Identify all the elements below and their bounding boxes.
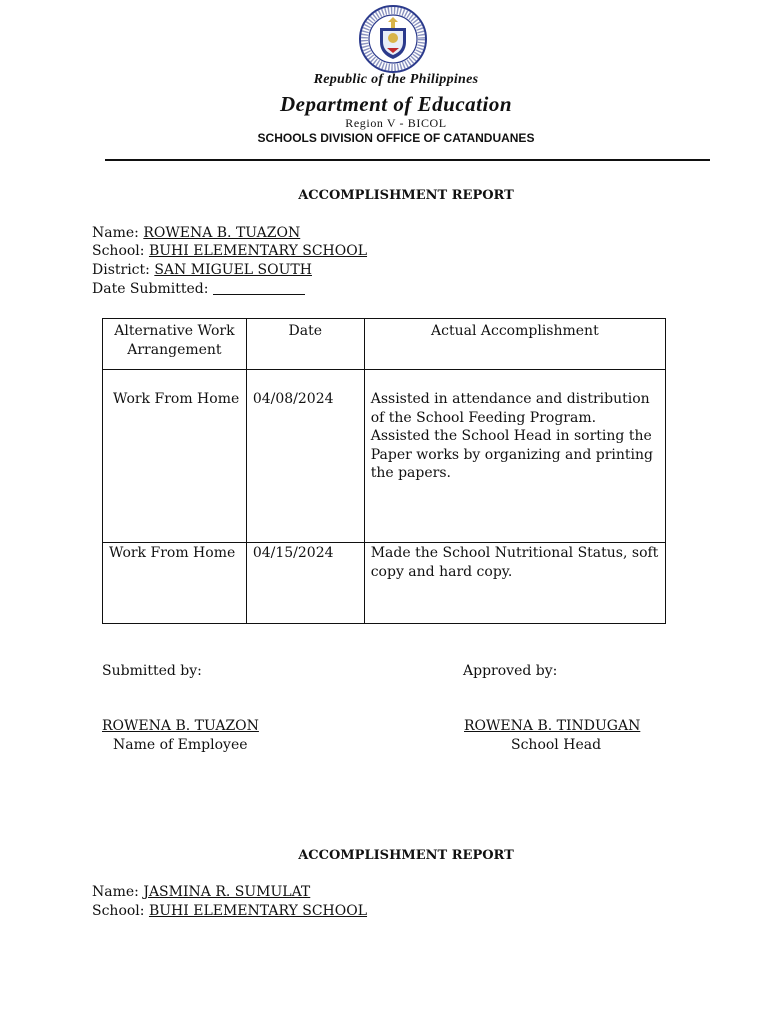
deped-seal-icon — [358, 4, 428, 74]
report2-name-field — [92, 884, 310, 900]
school-head-name: ROWENA B. TINDUGAN — [464, 718, 641, 734]
employee-name: ROWENA B. TUAZON — [102, 718, 259, 734]
submitted-by-label: Submitted by: — [102, 663, 202, 679]
header-office: SCHOOLS DIVISION OFFICE OF CATANDUANES — [257, 131, 535, 145]
report2-school-field — [92, 903, 367, 919]
table-row — [103, 543, 666, 624]
row1-date: 04/08/2024 — [246, 370, 364, 543]
report2-school-label: School: — [92, 903, 145, 919]
header-accomplishment: Actual Accomplishment — [364, 319, 665, 370]
district-field — [92, 262, 312, 278]
report-title: ACCOMPLISHMENT REPORT — [298, 188, 514, 203]
header-region: Region V - BICOL — [345, 116, 447, 130]
row1-arrangement: Work From Home — [103, 370, 247, 543]
report2-title: ACCOMPLISHMENT REPORT — [298, 848, 514, 863]
name-field — [92, 225, 300, 241]
date-submitted-blank — [213, 281, 305, 295]
report2-name-label: Name: — [92, 884, 139, 900]
date-submitted-label: Date Submitted: — [92, 281, 209, 297]
header-republic: Republic of the Philippines — [313, 72, 479, 87]
date-submitted-field — [92, 281, 305, 297]
report2-name-value: JASMINA R. SUMULAT — [143, 884, 311, 900]
district-label: District: — [92, 262, 150, 278]
row2-date: 04/15/2024 — [246, 543, 364, 624]
school-value: BUHI ELEMENTARY SCHOOL — [148, 243, 368, 259]
school-label: School: — [92, 243, 145, 259]
table-row — [103, 370, 666, 543]
row2-arrangement: Work From Home — [103, 543, 247, 624]
employee-role: Name of Employee — [113, 737, 248, 753]
school-head-role: School Head — [511, 737, 602, 753]
header-arrangement: Alternative Work Arrangement — [103, 319, 247, 370]
approved-by-label: Approved by: — [463, 663, 558, 679]
district-value: SAN MIGUEL SOUTH — [154, 262, 312, 278]
row2-accomplishment: Made the School Nutritional Status, soft copy and hard copy. — [364, 543, 665, 624]
name-label: Name: — [92, 225, 139, 241]
header-divider — [105, 159, 710, 161]
school-field — [92, 243, 367, 259]
header-date: Date — [246, 319, 364, 370]
header-department: Department of Education — [279, 92, 512, 116]
report2-school-value: BUHI ELEMENTARY SCHOOL — [148, 903, 368, 919]
row1-accomplishment: Assisted in attendance and distribution of the School Feeding Program. Assisted the School Head in sorting the Paper works by organizing and printing the papers. — [364, 370, 665, 543]
name-value: ROWENA B. TUAZON — [143, 225, 301, 241]
table-header-row — [103, 319, 666, 370]
accomplishment-table — [102, 318, 666, 624]
